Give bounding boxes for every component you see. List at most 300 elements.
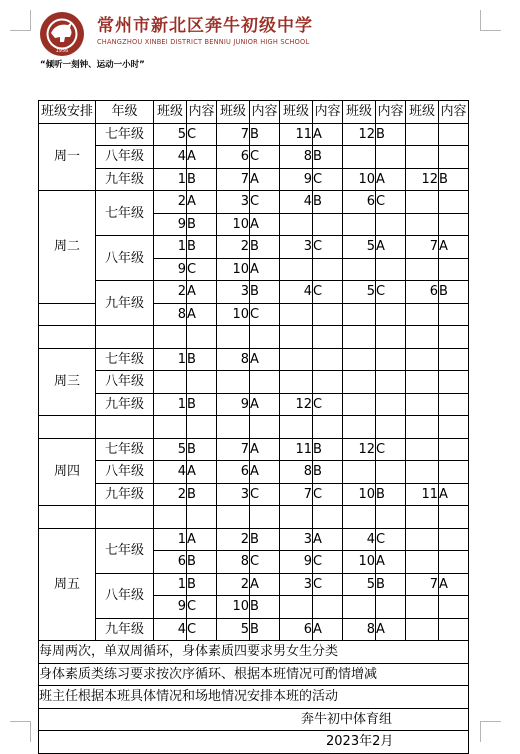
- content-cell: [313, 303, 343, 326]
- class-number-cell: 8: [280, 461, 313, 484]
- class-number-cell: 11: [280, 123, 313, 146]
- grade-cell: 九年级: [96, 618, 154, 641]
- table-row: [39, 168, 469, 191]
- content-cell: A: [313, 123, 343, 146]
- content-cell: [376, 258, 406, 281]
- table-row: [39, 573, 469, 596]
- class-number-cell: 3: [280, 528, 313, 551]
- empty-cell: [217, 416, 250, 439]
- content-cell: A: [439, 236, 469, 259]
- content-cell: B: [187, 168, 217, 191]
- empty-cell: [217, 326, 250, 349]
- note-line: 身体素质类练习要求按次序循环、根据本班情况可酌情增减: [39, 663, 469, 686]
- class-number-cell: [280, 303, 313, 326]
- content-cell: A: [376, 618, 406, 641]
- class-number-cell: 10: [217, 596, 250, 619]
- content-cell: [313, 213, 343, 236]
- crop-mark-top-left: [10, 10, 31, 31]
- class-number-cell: [406, 393, 439, 416]
- class-number-cell: 12: [280, 393, 313, 416]
- class-number-cell: 3: [280, 236, 313, 259]
- content-cell: C: [313, 281, 343, 304]
- class-number-cell: 5: [154, 438, 187, 461]
- empty-cell: [154, 326, 187, 349]
- column-header: 内容: [250, 101, 280, 124]
- content-cell: [376, 146, 406, 169]
- class-number-cell: [280, 258, 313, 281]
- content-cell: [439, 596, 469, 619]
- class-number-cell: 2: [154, 483, 187, 506]
- class-number-cell: [406, 213, 439, 236]
- class-number-cell: 7: [280, 483, 313, 506]
- content-cell: [313, 348, 343, 371]
- content-cell: C: [313, 551, 343, 574]
- content-cell: C: [187, 618, 217, 641]
- class-number-cell: 4: [343, 528, 376, 551]
- content-cell: A: [187, 146, 217, 169]
- class-number-cell: 11: [406, 483, 439, 506]
- content-cell: [313, 371, 343, 394]
- grade-cell: 八年级: [96, 461, 154, 484]
- content-cell: [376, 348, 406, 371]
- content-cell: B: [187, 573, 217, 596]
- content-cell: A: [187, 461, 217, 484]
- class-number-cell: 4: [154, 618, 187, 641]
- class-number-cell: 2: [217, 236, 250, 259]
- class-number-cell: 5: [217, 618, 250, 641]
- table-row: [39, 236, 469, 259]
- class-number-cell: [406, 618, 439, 641]
- empty-cell: [250, 326, 280, 349]
- column-header: 内容: [313, 101, 343, 124]
- empty-cell: [439, 416, 469, 439]
- class-number-cell: 6: [217, 146, 250, 169]
- empty-cell: [439, 506, 469, 529]
- column-header: 年级: [96, 101, 154, 124]
- content-cell: B: [313, 146, 343, 169]
- empty-cell: [250, 506, 280, 529]
- class-number-cell: 4: [280, 191, 313, 214]
- content-cell: B: [313, 461, 343, 484]
- content-cell: C: [313, 573, 343, 596]
- class-number-cell: 9: [217, 393, 250, 416]
- class-number-cell: 2: [154, 281, 187, 304]
- column-header: 内容: [187, 101, 217, 124]
- content-cell: A: [250, 213, 280, 236]
- empty-cell: [187, 506, 217, 529]
- class-number-cell: 12: [343, 123, 376, 146]
- note-line: 每周两次，单双周循环，身体素质四要求男女生分类: [39, 641, 469, 664]
- content-cell: B: [250, 618, 280, 641]
- content-cell: C: [250, 483, 280, 506]
- class-number-cell: [406, 258, 439, 281]
- content-cell: [439, 213, 469, 236]
- content-cell: [439, 461, 469, 484]
- school-name: 常州市新北区奔牛初级中学: [97, 16, 313, 36]
- table-row: [39, 123, 469, 146]
- class-number-cell: 5: [343, 573, 376, 596]
- class-number-cell: 10: [217, 258, 250, 281]
- class-number-cell: 10: [217, 303, 250, 326]
- class-number-cell: 8: [154, 303, 187, 326]
- grade-cell: 九年级: [96, 281, 154, 326]
- grade-cell: 九年级: [96, 393, 154, 416]
- content-cell: C: [313, 393, 343, 416]
- content-cell: A: [439, 573, 469, 596]
- class-number-cell: 3: [217, 281, 250, 304]
- grade-cell: 七年级: [96, 123, 154, 146]
- content-cell: [439, 551, 469, 574]
- content-cell: B: [250, 528, 280, 551]
- content-cell: [376, 461, 406, 484]
- content-cell: B: [187, 483, 217, 506]
- content-cell: C: [313, 236, 343, 259]
- grade-cell: 八年级: [96, 146, 154, 169]
- class-number-cell: 6: [406, 281, 439, 304]
- content-cell: A: [187, 303, 217, 326]
- class-number-cell: 8: [217, 551, 250, 574]
- class-number-cell: 6: [343, 191, 376, 214]
- content-cell: C: [187, 123, 217, 146]
- class-number-cell: 3: [217, 483, 250, 506]
- class-number-cell: 6: [217, 461, 250, 484]
- class-number-cell: [343, 596, 376, 619]
- school-name-en: CHANGZHOU XINBEI DISTRICT BENNIU JUNIOR HIGH SCHOOL: [97, 38, 310, 46]
- crop-mark-top-right: [480, 10, 501, 31]
- table-row: [39, 348, 469, 371]
- spacer-row: [39, 506, 469, 529]
- table-row: [39, 618, 469, 641]
- table-row: [39, 461, 469, 484]
- class-number-cell: 10: [343, 483, 376, 506]
- empty-cell: [187, 416, 217, 439]
- content-cell: B: [187, 236, 217, 259]
- date-row: [39, 731, 469, 754]
- empty-cell: [280, 326, 313, 349]
- content-cell: B: [376, 123, 406, 146]
- empty-cell: [376, 416, 406, 439]
- class-number-cell: [406, 371, 439, 394]
- empty-cell: [406, 506, 439, 529]
- grade-cell: 七年级: [96, 528, 154, 573]
- class-number-cell: 11: [280, 438, 313, 461]
- class-number-cell: 10: [217, 213, 250, 236]
- grade-cell: 七年级: [96, 191, 154, 236]
- content-cell: C: [250, 191, 280, 214]
- empty-cell: [439, 326, 469, 349]
- empty-cell: [343, 506, 376, 529]
- table-row: [39, 146, 469, 169]
- content-cell: A: [250, 348, 280, 371]
- content-cell: [439, 123, 469, 146]
- class-number-cell: 4: [280, 281, 313, 304]
- content-cell: [313, 258, 343, 281]
- grade-cell: 八年级: [96, 236, 154, 281]
- class-number-cell: 3: [280, 573, 313, 596]
- grade-cell: 九年级: [96, 483, 154, 506]
- table-row: [39, 191, 469, 214]
- class-number-cell: 8: [343, 618, 376, 641]
- empty-cell: [280, 416, 313, 439]
- grade-cell: 八年级: [96, 371, 154, 394]
- content-cell: A: [250, 461, 280, 484]
- content-cell: A: [250, 393, 280, 416]
- content-cell: [439, 438, 469, 461]
- empty-cell: [39, 326, 96, 349]
- content-cell: A: [250, 258, 280, 281]
- table-row: [39, 483, 469, 506]
- empty-cell: [96, 326, 154, 349]
- spacer-row: [39, 326, 469, 349]
- class-number-cell: [343, 213, 376, 236]
- class-number-cell: 4: [154, 146, 187, 169]
- class-number-cell: 9: [280, 168, 313, 191]
- table-header-row: [39, 101, 469, 124]
- class-number-cell: 7: [406, 236, 439, 259]
- class-number-cell: [217, 371, 250, 394]
- content-cell: C: [250, 551, 280, 574]
- content-cell: [439, 191, 469, 214]
- content-cell: [187, 371, 217, 394]
- class-number-cell: 1: [154, 573, 187, 596]
- class-number-cell: [154, 371, 187, 394]
- empty-cell: [280, 506, 313, 529]
- class-number-cell: [280, 348, 313, 371]
- content-cell: [439, 618, 469, 641]
- grade-cell: 八年级: [96, 573, 154, 618]
- empty-cell: [313, 416, 343, 439]
- note-line: 班主任根据本班具体情况和场地情况安排本班的活动: [39, 686, 469, 709]
- empty-cell: [313, 326, 343, 349]
- content-cell: B: [313, 191, 343, 214]
- empty-cell: [39, 506, 96, 529]
- content-cell: A: [250, 573, 280, 596]
- empty-cell: [154, 416, 187, 439]
- class-number-cell: 2: [217, 573, 250, 596]
- content-cell: C: [313, 168, 343, 191]
- class-number-cell: 1: [154, 348, 187, 371]
- class-number-cell: 3: [217, 191, 250, 214]
- content-cell: B: [250, 281, 280, 304]
- content-cell: B: [376, 483, 406, 506]
- content-cell: [313, 596, 343, 619]
- class-number-cell: 7: [217, 123, 250, 146]
- content-cell: C: [250, 303, 280, 326]
- spacer-row: [39, 416, 469, 439]
- crop-mark-bottom-right: [480, 721, 501, 742]
- content-cell: [439, 303, 469, 326]
- notes-section: [39, 641, 469, 754]
- column-header: 内容: [439, 101, 469, 124]
- class-number-cell: [406, 348, 439, 371]
- content-cell: C: [187, 258, 217, 281]
- crop-mark-bottom-left: [10, 721, 31, 742]
- class-number-cell: 2: [154, 191, 187, 214]
- content-cell: A: [376, 236, 406, 259]
- class-number-cell: [343, 258, 376, 281]
- empty-cell: [187, 326, 217, 349]
- empty-cell: [217, 506, 250, 529]
- table-row: [39, 393, 469, 416]
- class-number-cell: 9: [154, 213, 187, 236]
- class-number-cell: 2: [217, 528, 250, 551]
- content-cell: B: [313, 438, 343, 461]
- day-cell: 周二: [39, 191, 96, 304]
- content-cell: [376, 371, 406, 394]
- class-number-cell: 1: [154, 236, 187, 259]
- empty-cell: [343, 326, 376, 349]
- empty-cell: [343, 416, 376, 439]
- day-cell: 周一: [39, 123, 96, 191]
- content-cell: B: [250, 596, 280, 619]
- class-number-cell: [343, 461, 376, 484]
- column-header: 班级: [280, 101, 313, 124]
- signature-row: [39, 708, 469, 731]
- class-number-cell: 9: [154, 258, 187, 281]
- content-cell: A: [187, 281, 217, 304]
- content-cell: B: [187, 213, 217, 236]
- empty-cell: [376, 506, 406, 529]
- empty-cell: [96, 416, 154, 439]
- class-number-cell: [406, 551, 439, 574]
- empty-cell: [39, 416, 96, 439]
- class-number-cell: 10: [343, 168, 376, 191]
- column-header: 班级: [217, 101, 250, 124]
- class-number-cell: 4: [154, 461, 187, 484]
- content-cell: A: [376, 168, 406, 191]
- content-cell: [250, 371, 280, 394]
- class-number-cell: 9: [154, 596, 187, 619]
- class-number-cell: [406, 191, 439, 214]
- empty-cell: [376, 326, 406, 349]
- grade-cell: 七年级: [96, 348, 154, 371]
- empty-cell: [250, 416, 280, 439]
- class-number-cell: 8: [217, 348, 250, 371]
- grade-cell: 九年级: [96, 168, 154, 191]
- slogan: “倾听一刻钟、运动一小时”: [40, 60, 145, 70]
- content-cell: C: [313, 483, 343, 506]
- content-cell: B: [187, 551, 217, 574]
- content-cell: C: [187, 596, 217, 619]
- class-number-cell: 1: [154, 393, 187, 416]
- content-cell: C: [376, 528, 406, 551]
- class-number-cell: 5: [343, 236, 376, 259]
- class-number-cell: 5: [154, 123, 187, 146]
- content-cell: [376, 596, 406, 619]
- content-cell: [439, 393, 469, 416]
- class-number-cell: 1: [154, 168, 187, 191]
- class-number-cell: 7: [406, 573, 439, 596]
- content-cell: A: [313, 618, 343, 641]
- signature-date: 2023年2月: [326, 734, 394, 750]
- column-header: 班级: [343, 101, 376, 124]
- content-cell: C: [376, 281, 406, 304]
- column-header: 班级安排: [39, 101, 96, 124]
- logo-year: 1956: [55, 48, 69, 54]
- empty-cell: [406, 416, 439, 439]
- day-cell: 周三: [39, 348, 96, 416]
- class-number-cell: [406, 528, 439, 551]
- signature-group: 奔牛初中体育组: [301, 711, 393, 727]
- content-cell: B: [187, 438, 217, 461]
- content-cell: A: [250, 168, 280, 191]
- empty-cell: [39, 303, 96, 326]
- class-number-cell: [406, 461, 439, 484]
- content-cell: B: [376, 573, 406, 596]
- class-number-cell: 9: [280, 551, 313, 574]
- day-cell: 周五: [39, 528, 96, 641]
- column-header: 班级: [406, 101, 439, 124]
- class-number-cell: [406, 438, 439, 461]
- class-number-cell: [406, 596, 439, 619]
- column-header: 内容: [376, 101, 406, 124]
- class-number-cell: [280, 596, 313, 619]
- content-cell: C: [250, 146, 280, 169]
- content-cell: A: [250, 438, 280, 461]
- class-number-cell: 12: [343, 438, 376, 461]
- class-number-cell: [343, 371, 376, 394]
- empty-cell: [313, 506, 343, 529]
- table-row: [39, 528, 469, 551]
- class-number-cell: 8: [280, 146, 313, 169]
- class-number-cell: 1: [154, 528, 187, 551]
- content-cell: [439, 371, 469, 394]
- empty-cell: [406, 326, 439, 349]
- class-number-cell: 6: [154, 551, 187, 574]
- class-number-cell: [343, 348, 376, 371]
- content-cell: [439, 146, 469, 169]
- content-cell: A: [439, 483, 469, 506]
- content-cell: [376, 393, 406, 416]
- grade-cell: 七年级: [96, 438, 154, 461]
- class-number-cell: 12: [406, 168, 439, 191]
- class-number-cell: 5: [343, 281, 376, 304]
- class-number-cell: [280, 213, 313, 236]
- day-cell: 周四: [39, 438, 96, 506]
- content-cell: A: [313, 528, 343, 551]
- table-row: [39, 371, 469, 394]
- content-cell: C: [376, 438, 406, 461]
- content-cell: [439, 258, 469, 281]
- content-cell: [439, 348, 469, 371]
- class-number-cell: [343, 303, 376, 326]
- class-number-cell: 7: [217, 438, 250, 461]
- content-cell: B: [250, 236, 280, 259]
- class-number-cell: 6: [280, 618, 313, 641]
- school-logo-icon: [39, 11, 85, 57]
- class-number-cell: [406, 123, 439, 146]
- class-number-cell: [343, 393, 376, 416]
- class-number-cell: [406, 303, 439, 326]
- content-cell: B: [250, 123, 280, 146]
- content-cell: [376, 303, 406, 326]
- class-number-cell: 7: [217, 168, 250, 191]
- content-cell: B: [187, 348, 217, 371]
- class-number-cell: [343, 146, 376, 169]
- class-number-cell: 10: [343, 551, 376, 574]
- content-cell: B: [187, 393, 217, 416]
- column-header: 班级: [154, 101, 187, 124]
- table-row: [39, 281, 469, 304]
- content-cell: A: [187, 528, 217, 551]
- content-cell: A: [187, 191, 217, 214]
- content-cell: [376, 213, 406, 236]
- content-cell: B: [439, 281, 469, 304]
- empty-cell: [154, 506, 187, 529]
- class-number-cell: [406, 146, 439, 169]
- content-cell: A: [376, 551, 406, 574]
- content-cell: C: [376, 191, 406, 214]
